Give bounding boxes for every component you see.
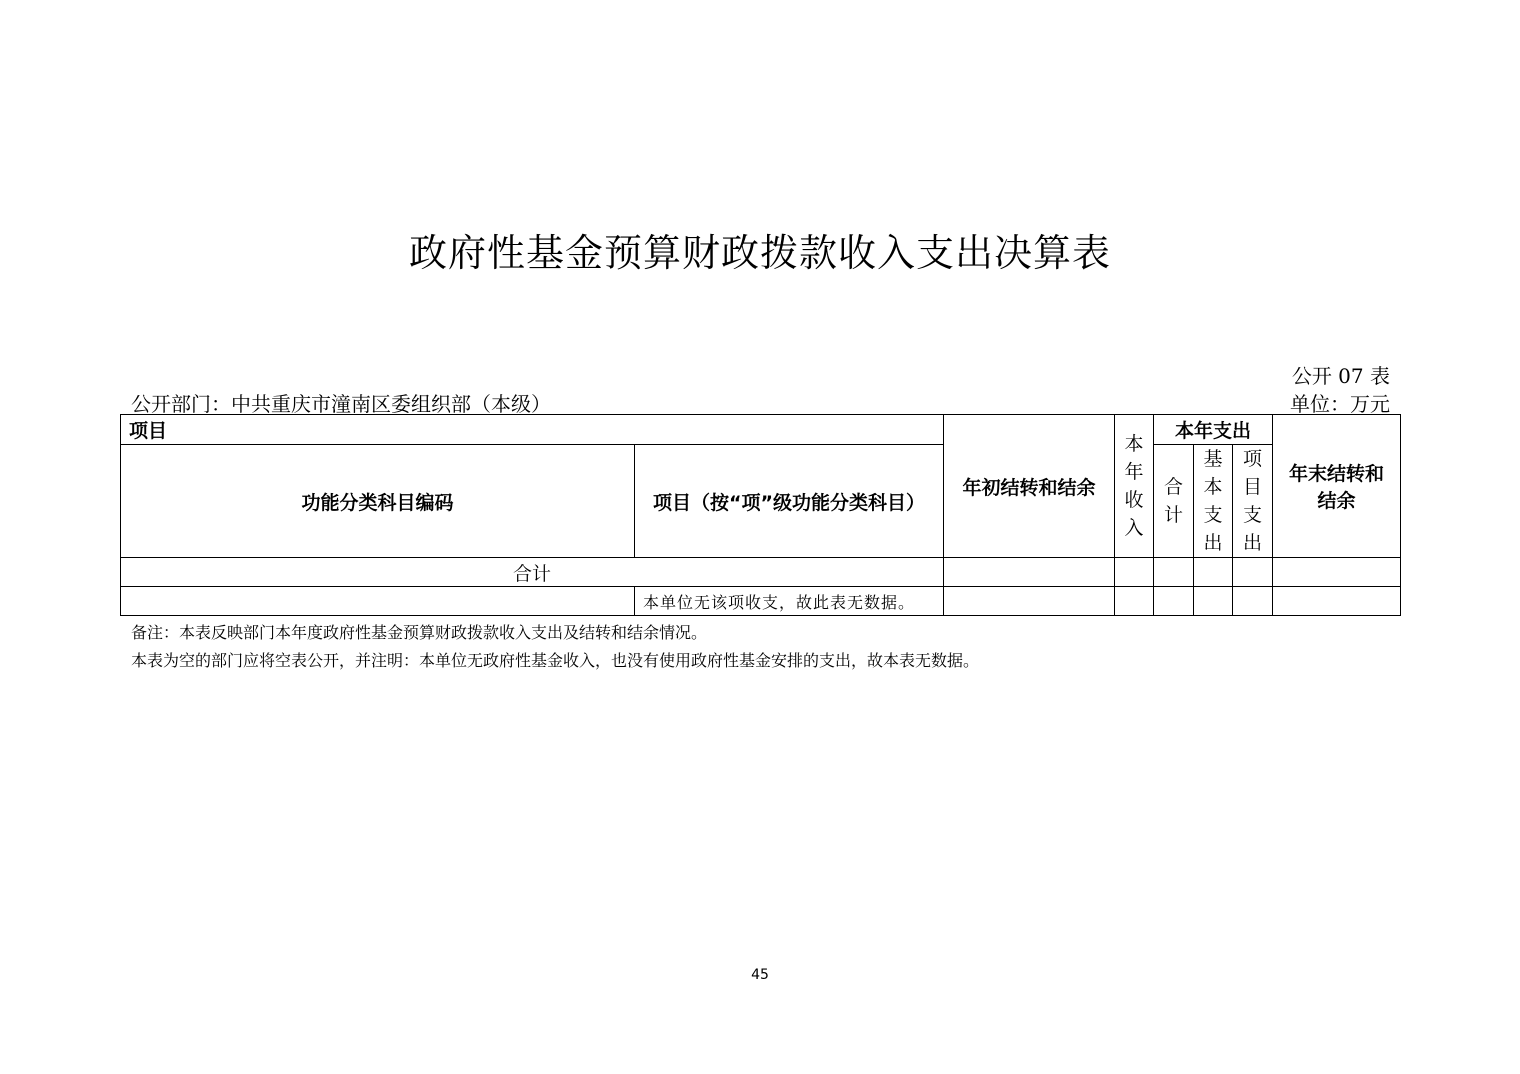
remark-note: 备注：本表反映部门本年度政府性基金预算财政拨款收入支出及结转和结余情况。 xyxy=(131,623,708,642)
total-label: 合计 xyxy=(121,558,944,587)
no-data-note: 本单位无该项收支，故此表无数据。 xyxy=(635,587,944,616)
page-title: 政府性基金预算财政拨款收入支出决算表 xyxy=(408,231,1111,275)
table-cell xyxy=(1233,558,1273,587)
table-cell xyxy=(1194,587,1233,616)
header-total: 合 计 xyxy=(1154,445,1194,558)
header-project-expense: 项 目 支 出 xyxy=(1233,445,1273,558)
empty-table-note: 本表为空的部门应将空表公开，并注明：本单位无政府性基金收入，也没有使用政府性基金安排的支出，故本表无数据。 xyxy=(131,651,980,670)
table-row xyxy=(121,587,1401,616)
form-number: 公开 07 表 xyxy=(1291,364,1390,388)
header-income: 本 年 收 入 xyxy=(1115,415,1154,558)
header-end-balance: 年末结转和 结余 xyxy=(1273,415,1401,558)
table-cell xyxy=(1154,587,1194,616)
table-cell xyxy=(1273,587,1401,616)
budget-table xyxy=(120,414,1401,616)
page-number: 45 xyxy=(751,967,769,983)
table-cell xyxy=(1115,558,1154,587)
header-begin-balance: 年初结转和结余 xyxy=(944,415,1115,558)
header-expense-group: 本年支出 xyxy=(1154,415,1273,445)
unit-label: 单位：万元 xyxy=(1290,392,1390,416)
table-cell xyxy=(1273,558,1401,587)
table-cell xyxy=(121,587,635,616)
header-item-name: 项目（按“项”级功能分类科目） xyxy=(635,445,944,558)
table-cell xyxy=(944,587,1115,616)
table-cell xyxy=(944,558,1115,587)
table-cell xyxy=(1233,587,1273,616)
table-cell xyxy=(1115,587,1154,616)
header-basic-expense: 基 本 支 出 xyxy=(1194,445,1233,558)
header-func-code: 功能分类科目编码 xyxy=(121,445,635,558)
table-cell xyxy=(1194,558,1233,587)
header-item: 项目 xyxy=(121,415,944,445)
table-row-total xyxy=(121,558,1401,587)
table-cell xyxy=(1154,558,1194,587)
department-label: 公开部门：中共重庆市潼南区委组织部（本级） xyxy=(131,392,551,416)
